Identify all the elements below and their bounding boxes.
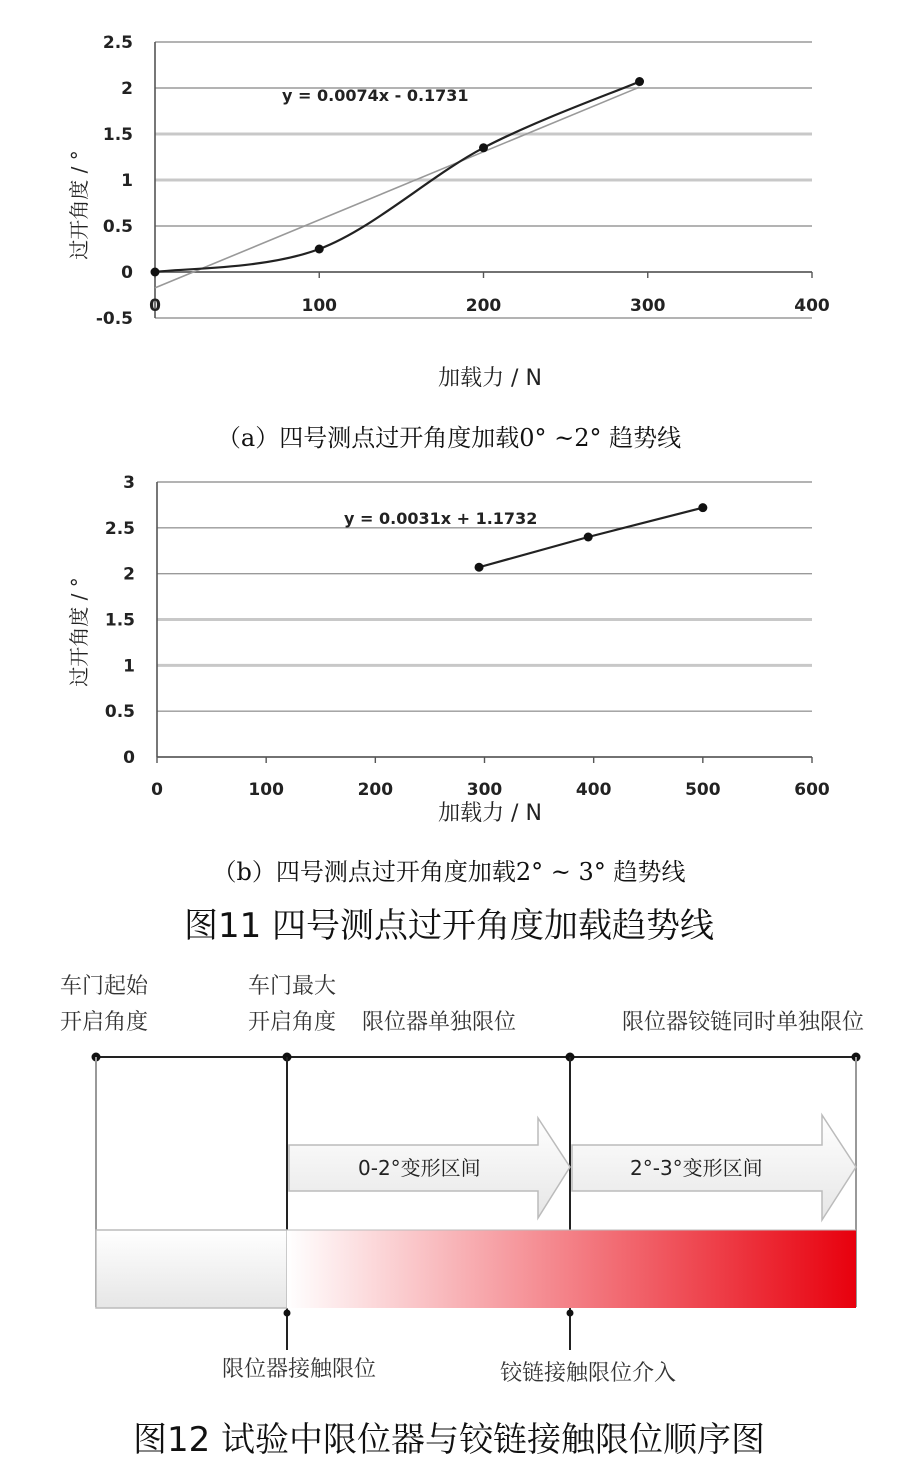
chart-a-ytick-label: -0.5 xyxy=(95,309,133,329)
range-label-1: 0-2°变形区间 xyxy=(358,1156,481,1180)
chart-a-data-point xyxy=(635,77,644,86)
chart-b-ytick-label: 2 xyxy=(123,564,135,585)
chart-a-data-point xyxy=(151,268,160,277)
chart-a-xlabel: 加载力 / N xyxy=(438,366,542,391)
caption-b: （b）四号测点过开角度加载2° ~ 3° 趋势线 xyxy=(212,858,686,886)
chart-b-xtick-label: 400 xyxy=(575,780,612,800)
chart-a-ytick-label: 1.5 xyxy=(102,125,133,145)
neutral-bar xyxy=(96,1230,287,1308)
chart-b-data-point xyxy=(584,533,593,542)
chart-a-ytick-label: 2.5 xyxy=(102,33,133,53)
label-stage-2: 限位器铰链同时单独限位 xyxy=(622,1010,865,1035)
chart-a-ytick-label: 2 xyxy=(121,79,133,99)
label-stage-1: 限位器单独限位 xyxy=(362,1010,517,1035)
chart-a-ylabel: 过开角度 / ° xyxy=(67,150,91,260)
figure-12-caption: 图12 试验中限位器与铰链接触限位顺序图 xyxy=(132,1420,766,1460)
chart-b-xtick-label: 300 xyxy=(466,780,503,800)
chart-b-data-point xyxy=(475,563,484,572)
chart-a xyxy=(0,0,898,400)
label-bottom-2: 铰链接触限位介入 xyxy=(500,1361,677,1386)
chart-b-ytick-label: 2.5 xyxy=(104,518,135,539)
chart-b-ytick-label: 1.5 xyxy=(104,610,135,631)
chart-a-xtick-label: 300 xyxy=(630,296,666,316)
caption-a: （a）四号测点过开角度加载0° ~2° 趋势线 xyxy=(216,424,682,452)
label-max-line1: 车门最大 xyxy=(248,974,337,999)
chart-b-xtick-label: 200 xyxy=(357,780,394,800)
chart-a-series-line xyxy=(155,82,640,272)
figure-11-caption: 图11 四号测点过开角度加载趋势线 xyxy=(183,906,715,946)
chart-b-ylabel: 过开角度 / ° xyxy=(67,577,91,687)
chart-a-data-point xyxy=(479,143,488,152)
chart-a-trendline xyxy=(155,87,640,288)
label-start-line2: 开启角度 xyxy=(60,1010,149,1035)
bottom-marker-2 xyxy=(567,1310,574,1317)
chart-b-xlabel: 加载力 / N xyxy=(438,801,542,826)
chart-b xyxy=(0,460,898,840)
chart-b-equation: y = 0.0031x + 1.1732 xyxy=(344,509,538,528)
chart-b-xtick-label: 100 xyxy=(248,780,284,800)
chart-a-ytick-label: 1 xyxy=(121,171,133,191)
chart-b-ytick-label: 1 xyxy=(123,656,135,677)
chart-a-xtick-label: 100 xyxy=(301,296,337,316)
deformation-gradient-bar xyxy=(287,1230,856,1308)
chart-b-data-point xyxy=(698,503,707,512)
range-label-2: 2°-3°变形区间 xyxy=(630,1156,763,1180)
label-start-line1: 车门起始 xyxy=(60,974,149,999)
label-bottom-1: 限位器接触限位 xyxy=(222,1357,377,1382)
chart-a-xtick-label: 400 xyxy=(794,296,830,316)
chart-b-xtick-label: 500 xyxy=(685,780,721,800)
chart-b-xtick-label: 0 xyxy=(151,780,163,800)
chart-a-ytick-label: 0 xyxy=(121,263,133,283)
chart-a-data-point xyxy=(315,245,324,254)
bottom-marker-1 xyxy=(284,1310,291,1317)
chart-b-xtick-label: 600 xyxy=(794,780,830,800)
chart-a-xtick-label: 200 xyxy=(465,296,502,316)
chart-a-equation: y = 0.0074x - 0.1731 xyxy=(282,86,469,105)
chart-a-ytick-label: 0.5 xyxy=(102,217,133,237)
chart-b-ytick-label: 0 xyxy=(123,748,135,768)
sequence-diagram xyxy=(0,955,898,1405)
chart-b-ytick-label: 3 xyxy=(123,473,135,493)
chart-a-xtick-label: 0 xyxy=(149,296,161,316)
label-max-line2: 开启角度 xyxy=(248,1010,337,1035)
chart-b-ytick-label: 0.5 xyxy=(104,702,135,723)
